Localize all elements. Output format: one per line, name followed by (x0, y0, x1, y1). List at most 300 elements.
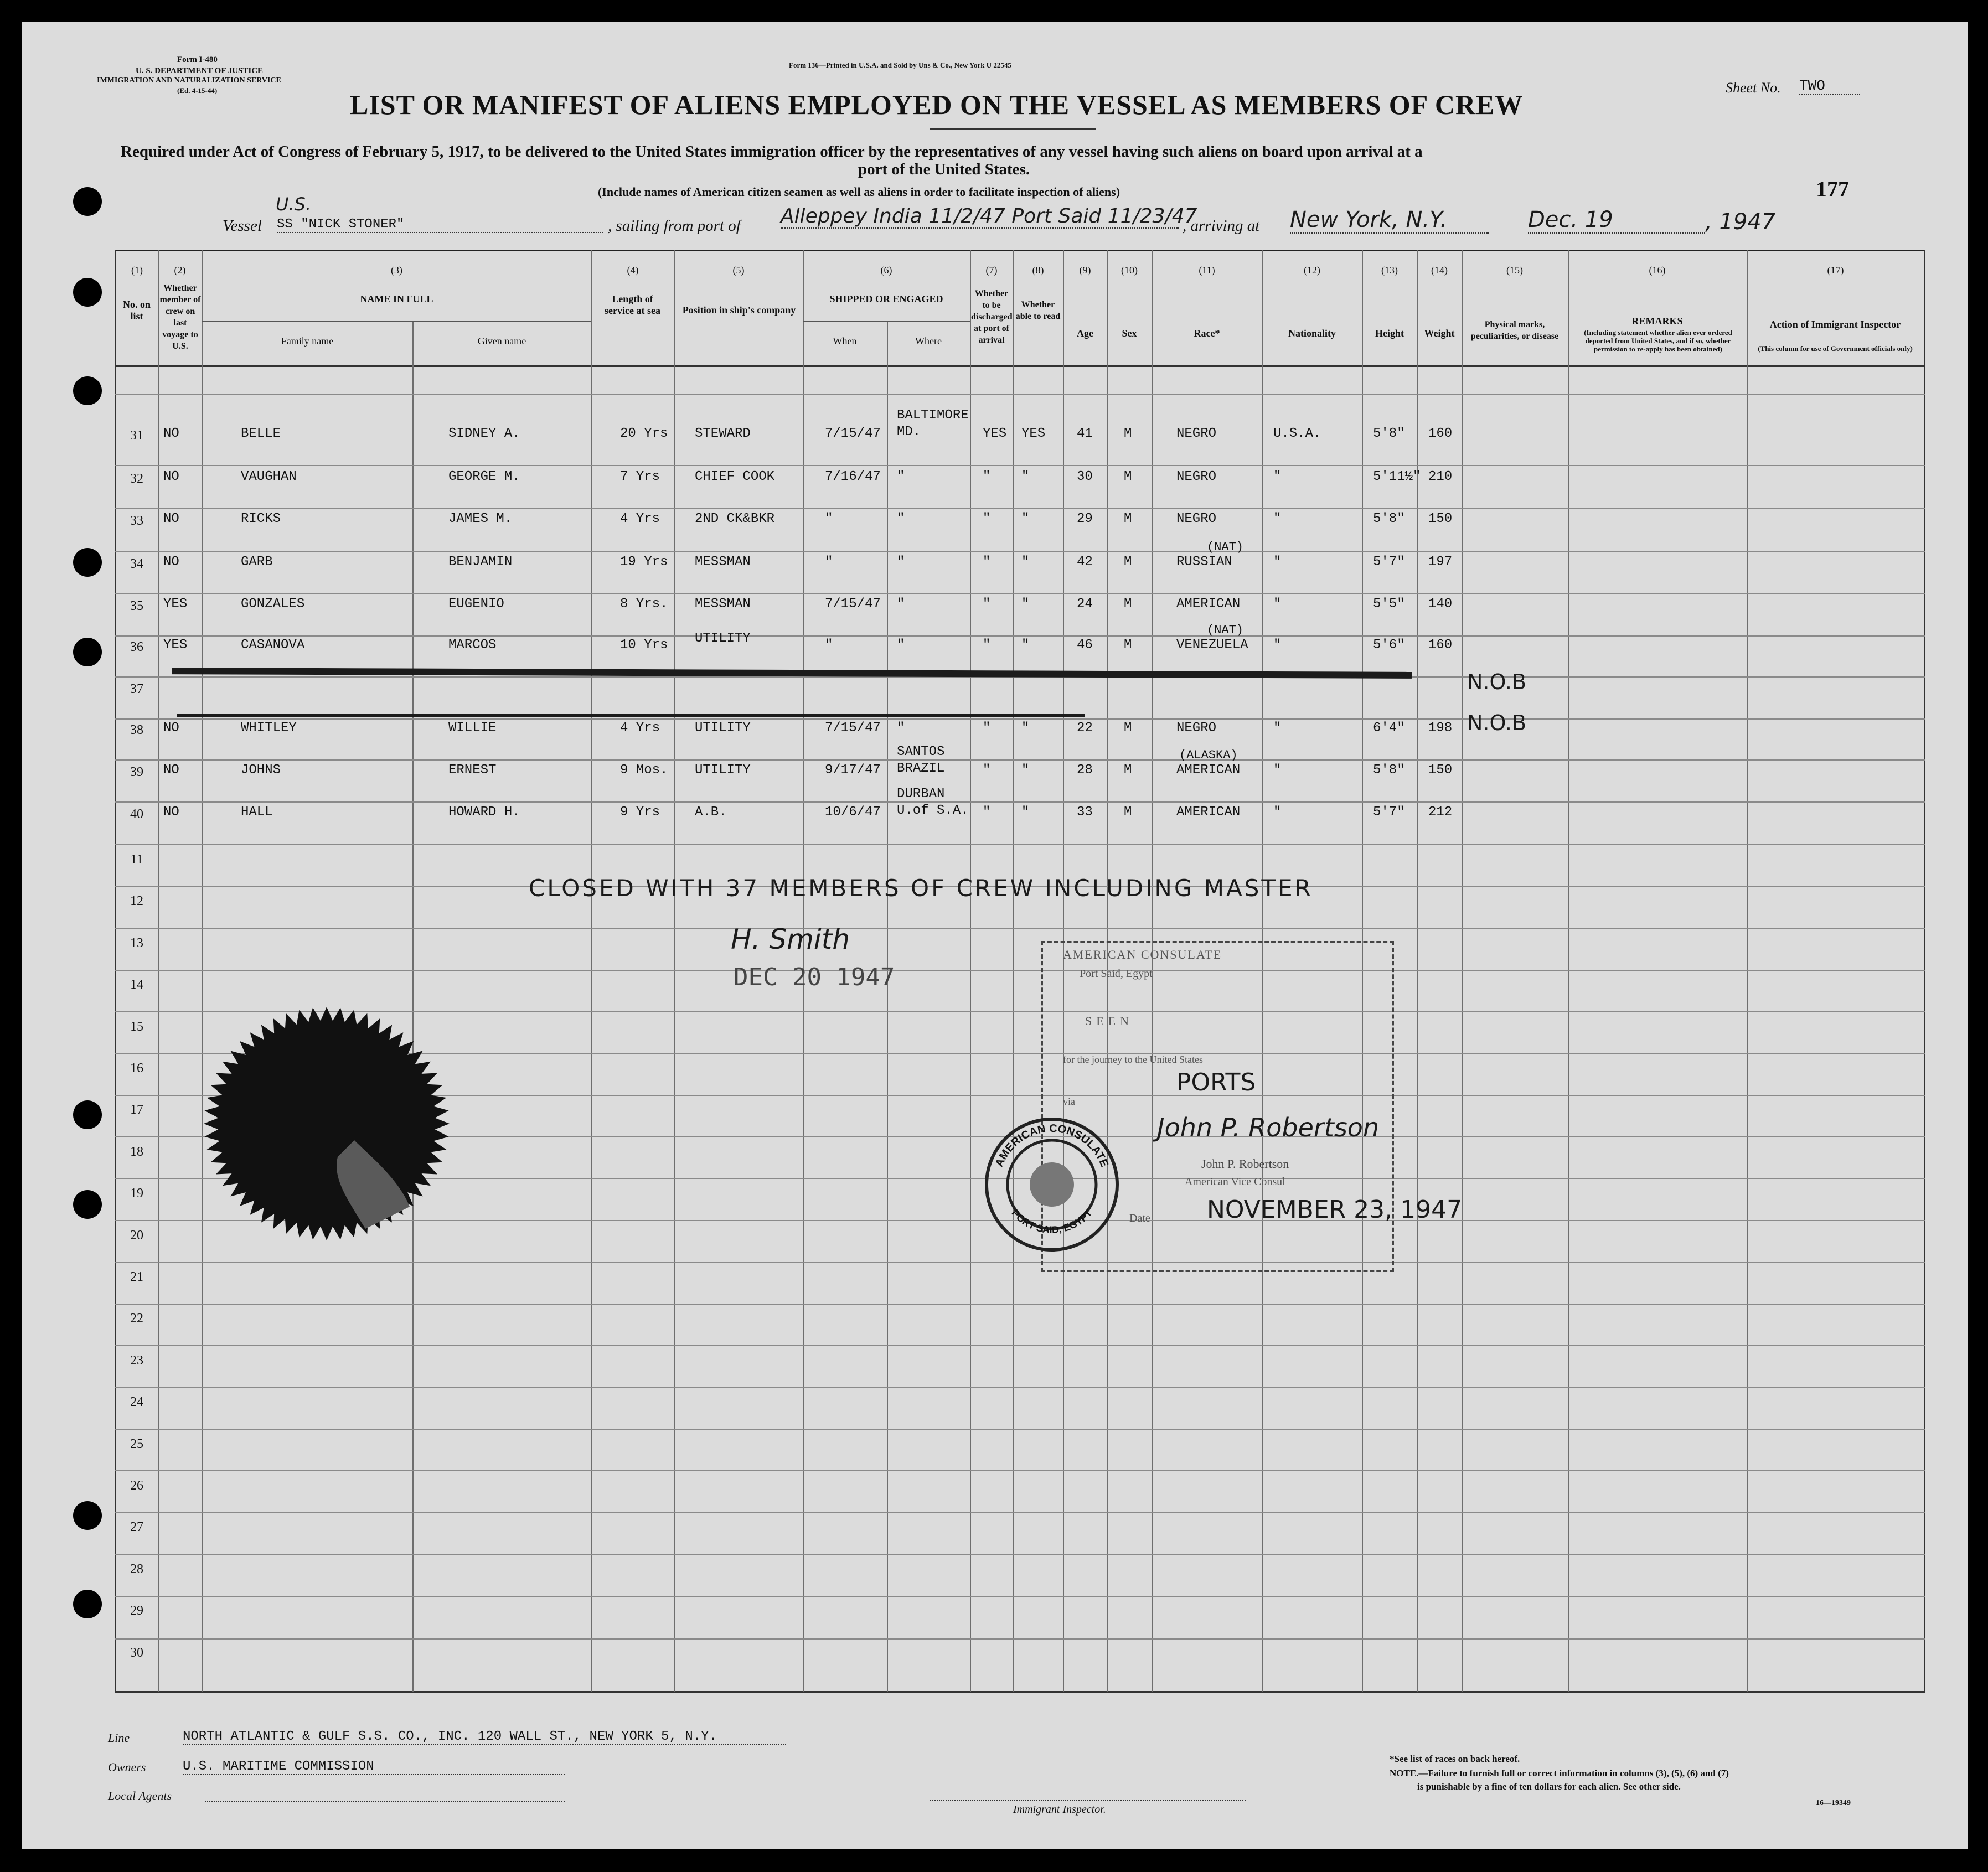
col-num: (3) (391, 265, 402, 276)
arriving-port: New York, N.Y. (1290, 207, 1489, 234)
row-weight: 160 (1428, 638, 1453, 653)
remarks-note: (Including statement whether alien ever ordered deported from United States, and if so, whether permission to re-apply has been obtained) (1584, 328, 1732, 353)
strike-row-38 (177, 714, 1085, 717)
blank-row-number: 23 (130, 1353, 143, 1368)
blank-row-number: 28 (130, 1562, 143, 1576)
row-family: HALL (241, 805, 273, 820)
svg-text:PORT SAID, EGYPT (1010, 1207, 1094, 1235)
footer-note-2: is punishable by a fine of ten dollars for each alien. See other side. (1417, 1781, 1681, 1792)
row-given: SIDNEY A. (448, 426, 520, 441)
row-where: SANTOS BRAZIL (897, 744, 945, 776)
row-num: 39 (130, 765, 143, 779)
blank-row-number: 15 (130, 1020, 143, 1034)
row-discharge: " (983, 763, 991, 778)
header-race: Race* (1194, 328, 1220, 339)
stamp-seen: SEEN (1085, 1014, 1133, 1028)
row-position: A.B. (695, 805, 727, 820)
row-given: HOWARD H. (448, 805, 520, 820)
header-length-service: Length of service at sea (605, 293, 660, 316)
footer-line-value: NORTH ATLANTIC & GULF S.S. CO., INC. 120 WALL ST., NEW YORK 5, N.Y. (183, 1729, 786, 1745)
col-divider (1747, 250, 1748, 1692)
row-height: 5'6" (1373, 638, 1405, 653)
header-able-read: Whether able to read (1015, 300, 1061, 321)
row-num: 33 (130, 514, 143, 528)
row-height: 5'8" (1373, 511, 1405, 526)
row-line (115, 928, 1925, 929)
blank-row-number: 27 (130, 1520, 143, 1534)
header-nationality: Nationality (1288, 328, 1336, 339)
row-read: " (1021, 805, 1030, 820)
row-nationality: " (1273, 805, 1282, 820)
row-weight: 140 (1428, 597, 1453, 612)
row-given: GEORGE M. (448, 469, 520, 484)
row-height: 5'7" (1373, 805, 1405, 820)
title-underline (930, 128, 1096, 130)
row-race: AMERICAN (1176, 763, 1241, 778)
row-service: 20 Yrs (620, 426, 668, 441)
footer-form-code: 16—19349 (1816, 1799, 1851, 1807)
row-position: MESSMAN (695, 597, 751, 612)
closed-note: CLOSED WITH 37 MEMBERS OF CREW INCLUDING MASTER (529, 875, 1313, 902)
row-nationality: " (1273, 597, 1282, 612)
col-num: (6) (880, 265, 892, 276)
header-age: Age (1077, 328, 1093, 339)
row-height: 5'8" (1373, 426, 1405, 441)
col-divider (887, 321, 888, 1692)
table-right-border (1924, 250, 1925, 1692)
row-family: BELLE (241, 426, 281, 441)
row-position: CHIEF COOK (695, 469, 775, 484)
row-race: RUSSIAN (1176, 555, 1232, 570)
arrival-date: Dec. 19 (1528, 207, 1705, 234)
blank-row-number: 26 (130, 1478, 143, 1493)
row-service: 4 Yrs (620, 511, 660, 526)
row-when: 9/17/47 (825, 763, 881, 778)
col-num: (17) (1827, 265, 1844, 276)
row-where: BALTIMORE MD. (897, 408, 969, 439)
table-left-border (115, 250, 116, 1692)
row-where: DURBAN U.of S.A. (897, 787, 969, 818)
col-num: (14) (1431, 265, 1448, 276)
row-weight: 210 (1428, 469, 1453, 484)
row-race-note: (NAT) (1207, 540, 1244, 554)
row-line (115, 1638, 1925, 1640)
row-position: STEWARD (695, 426, 751, 441)
blank-row-number: 11 (130, 852, 143, 867)
row-age: 22 (1077, 721, 1093, 736)
stamp-journey: for the journey to the United States (1063, 1054, 1203, 1065)
row-given: WILLIE (448, 721, 497, 736)
received-date-stamp: DEC 20 1947 (734, 963, 895, 991)
row-age: 30 (1077, 469, 1093, 484)
row-family: CASANOVA (241, 638, 305, 653)
col-divider (158, 250, 159, 1692)
row-prev: NO (163, 763, 179, 778)
row-given: JAMES M. (448, 511, 513, 526)
row-weight: 160 (1428, 426, 1453, 441)
manifest-sheet (22, 22, 1968, 1849)
arrival-year: , 1947 (1705, 209, 1776, 235)
blank-row-number: 25 (130, 1437, 143, 1451)
header-prev-voyage: Whether member of crew on last voyage to U.S. (159, 283, 201, 351)
row-age: 24 (1077, 597, 1093, 612)
row-discharge: " (983, 805, 991, 820)
row-when: " (825, 638, 833, 653)
punch-hole (73, 638, 102, 666)
row-line (115, 718, 1925, 720)
row-num: 34 (130, 557, 143, 571)
row-service: 9 Mos. (620, 763, 668, 778)
subheader-given-name: Given name (477, 335, 526, 347)
row-race: NEGRO (1176, 721, 1217, 736)
row-nationality: U.S.A. (1273, 426, 1321, 441)
row-position: UTILITY (695, 721, 751, 736)
row-line (115, 593, 1925, 594)
col-divider (970, 250, 971, 1692)
header-sex: Sex (1122, 328, 1137, 339)
row-weight: 212 (1428, 805, 1453, 820)
row-prev: NO (163, 469, 179, 484)
row-line (115, 1345, 1925, 1346)
vessel-label: Vessel (223, 217, 262, 235)
row-line (115, 635, 1925, 637)
col-num: (15) (1506, 265, 1523, 276)
row-num: 32 (130, 472, 143, 486)
row-read: " (1021, 597, 1030, 612)
punch-hole (73, 1590, 102, 1618)
row-age: 42 (1077, 555, 1093, 570)
header-bottom-border (115, 365, 1925, 367)
header-discharged: Whether to be discharged at port of arrival (971, 289, 1013, 345)
inspector-signature-line (930, 1800, 1246, 1801)
row-discharge: " (983, 597, 991, 612)
col-num: (7) (985, 265, 998, 276)
row-age: 33 (1077, 805, 1093, 820)
row-prev: NO (163, 721, 179, 736)
inspector-note: (This column for use of Government officials only) (1758, 344, 1913, 353)
row-line (115, 1304, 1925, 1305)
row-family: WHITLEY (241, 721, 297, 736)
row-read: " (1021, 638, 1030, 653)
col-divider (1013, 250, 1014, 1692)
row-when: 7/16/47 (825, 469, 881, 484)
col-num: (11) (1199, 265, 1215, 276)
row-height: 6'4" (1373, 721, 1405, 736)
required-line-2: port of the United States. (858, 161, 1030, 178)
service: IMMIGRATION AND NATURALIZATION SERVICE (97, 76, 281, 85)
col-num: (9) (1079, 265, 1091, 276)
row-discharge: " (983, 469, 991, 484)
header-shipped: SHIPPED OR ENGAGED (829, 293, 943, 304)
row-prev: NO (163, 426, 179, 441)
row-prev: NO (163, 511, 179, 526)
footer-agents-label: Local Agents (108, 1789, 172, 1803)
consul-date: NOVEMBER 23, 1947 (1207, 1196, 1463, 1224)
col-num: (4) (627, 265, 639, 276)
footer-race-note: *See list of races on back hereof. (1390, 1754, 1520, 1764)
row-weight: 197 (1428, 555, 1453, 570)
row-given: MARCOS (448, 638, 497, 653)
arriving-label: , arriving at (1183, 217, 1260, 235)
row-line (115, 1429, 1925, 1430)
row-line (115, 465, 1925, 466)
header-inspector: Action of Immigrant Inspector (1769, 319, 1901, 330)
row-height: 5'11½" (1373, 469, 1421, 484)
row-line (115, 394, 1925, 395)
row-line (115, 759, 1925, 761)
row-discharge: " (983, 555, 991, 570)
header-position: Position in ship's company (682, 304, 796, 316)
row-sex: M (1124, 638, 1132, 653)
seal-top-text: AMERICAN CONSULATE (993, 1122, 1111, 1169)
col-num: (10) (1121, 265, 1138, 276)
row-position: UTILITY (695, 763, 751, 778)
blank-row-number: 14 (130, 978, 143, 992)
row-height: 5'7" (1373, 555, 1405, 570)
row-family: VAUGHAN (241, 469, 297, 484)
row-family: GARB (241, 555, 273, 570)
row-line (115, 1387, 1925, 1388)
row-read: " (1021, 763, 1030, 778)
footer-owners-label: Owners (108, 1760, 146, 1774)
row-service: 8 Yrs. (620, 597, 668, 612)
row-race: AMERICAN (1176, 597, 1241, 612)
col-num: (12) (1304, 265, 1320, 276)
initials: H. Smith (731, 923, 850, 955)
row-num: 38 (130, 723, 143, 737)
include-note: (Include names of American citizen seamen as well as aliens in order to facilitate inspection of aliens) (598, 185, 1120, 199)
blank-row-number: 22 (130, 1311, 143, 1326)
row-weight: 150 (1428, 763, 1453, 778)
embossed-seal (188, 996, 498, 1256)
row-prev: YES (163, 597, 188, 612)
row-given: ERNEST (448, 763, 497, 778)
row-when: " (825, 511, 833, 526)
row-where: " (897, 721, 905, 736)
row-sex: M (1124, 597, 1132, 612)
punch-hole (73, 187, 102, 216)
col-divider (1462, 250, 1463, 1692)
row-sex: M (1124, 721, 1132, 736)
stamp-via: via (1063, 1096, 1075, 1107)
row-position: 2ND CK&BKR (695, 511, 775, 526)
vessel-name: SS "NICK STONER" (277, 217, 603, 233)
consul-signature: John P. Robertson (1157, 1113, 1380, 1142)
svg-text:AMERICAN CONSULATE (993, 1123, 1111, 1169)
header-physical-marks: Physical marks, peculiarities, or disease (1470, 320, 1559, 341)
header-no-on-list: No. on list (122, 299, 151, 322)
blank-row-number: 20 (130, 1228, 143, 1243)
blank-row-number: 30 (130, 1646, 143, 1660)
row-read: " (1021, 511, 1030, 526)
blank-row-number: 16 (130, 1061, 143, 1075)
row-given: BENJAMIN (448, 555, 513, 570)
header-name-in-full: NAME IN FULL (360, 293, 433, 304)
row-where: " (897, 555, 905, 570)
footer-owners-value: U.S. MARITIME COMMISSION (183, 1759, 565, 1775)
row-when: " (825, 555, 833, 570)
table-top-border (115, 250, 1925, 251)
row-prev: NO (163, 555, 179, 570)
row-read: " (1021, 555, 1030, 570)
vessel-prefix: U.S. (276, 194, 312, 215)
page-title: LIST OR MANIFEST OF ALIENS EMPLOYED ON THE VESSEL AS MEMBERS OF CREW (350, 89, 1524, 120)
seal-bottom-text: PORT SAID, EGYPT (1009, 1207, 1094, 1236)
row-when: 7/15/47 (825, 721, 881, 736)
col-num: (1) (131, 265, 143, 276)
row-service: 10 Yrs (620, 638, 668, 653)
subheader-family-name: Family name (281, 335, 334, 347)
table-bottom-border (115, 1691, 1925, 1693)
header-weight: Weight (1424, 328, 1455, 339)
punch-hole (73, 278, 102, 307)
page-number: 177 (1816, 177, 1849, 201)
footer-note-1: NOTE.—Failure to furnish full or correct information in columns (3), (5), (6) and (7) (1390, 1768, 1729, 1778)
col-num: (2) (174, 265, 186, 276)
blank-row-number: 24 (130, 1395, 143, 1409)
consul-title: American Vice Consul (1185, 1176, 1285, 1188)
sailing-label: , sailing from port of (608, 217, 741, 235)
footer-inspector-label: Immigrant Inspector. (1013, 1803, 1106, 1816)
row-where: " (897, 511, 905, 526)
row-age: 28 (1077, 763, 1093, 778)
row-sex: M (1124, 763, 1132, 778)
blank-row-number: 19 (130, 1186, 143, 1201)
row-discharge: " (983, 638, 991, 653)
row-num: 40 (130, 807, 143, 821)
row-read: " (1021, 469, 1030, 484)
row-height: 5'8" (1373, 763, 1405, 778)
sheet-label: Sheet No. (1726, 80, 1781, 96)
row-line (115, 801, 1925, 803)
col-divider (1417, 250, 1418, 1692)
row-race-note: (ALASKA) (1179, 748, 1238, 762)
row-race: NEGRO (1176, 426, 1217, 441)
row-weight: 198 (1428, 721, 1453, 736)
subheader-when: When (833, 335, 857, 347)
sailing-port: Alleppey India 11/2/47 Port Said 11/23/47 (781, 205, 1197, 227)
punch-hole (73, 548, 102, 577)
row-num: 35 (130, 599, 143, 613)
agency: U. S. DEPARTMENT OF JUSTICE (136, 66, 264, 75)
row-given: EUGENIO (448, 597, 504, 612)
blank-row-number: 13 (130, 936, 143, 950)
consul-typed-name: John P. Robertson (1201, 1157, 1289, 1171)
row-when: 7/15/47 (825, 597, 881, 612)
row-nationality: " (1273, 511, 1282, 526)
row-sex: M (1124, 426, 1132, 441)
row-service: 9 Yrs (620, 805, 660, 820)
row-annotation: N.O.B (1467, 670, 1527, 694)
row-age: 29 (1077, 511, 1093, 526)
header-height: Height (1375, 328, 1404, 339)
row-service: 19 Yrs (620, 555, 668, 570)
row-line (115, 1596, 1925, 1597)
row-family: RICKS (241, 511, 281, 526)
row-age: 41 (1077, 426, 1093, 441)
row-family: GONZALES (241, 597, 305, 612)
row-discharge: " (983, 721, 991, 736)
row-sex: M (1124, 555, 1132, 570)
row-race: NEGRO (1176, 511, 1217, 526)
punch-hole (73, 376, 102, 405)
blank-row-number: 29 (130, 1604, 143, 1618)
row-race: AMERICAN (1176, 805, 1241, 820)
row-line (115, 508, 1925, 509)
row-prev: YES (163, 638, 188, 653)
row-nationality: " (1273, 763, 1282, 778)
row-num: 31 (130, 428, 143, 443)
punch-hole (73, 1100, 102, 1129)
shipped-subheader-line (803, 321, 970, 322)
stamp-ports: PORTS (1176, 1068, 1256, 1097)
row-when: 10/6/47 (825, 805, 881, 820)
row-race: NEGRO (1176, 469, 1217, 484)
header-remarks: REMARKS (1631, 316, 1683, 327)
row-num: 36 (130, 640, 143, 654)
row-read: " (1021, 721, 1030, 736)
stamp-consulate: AMERICAN CONSULATE (1063, 948, 1222, 961)
row-nationality: " (1273, 555, 1282, 570)
footer-agents-line (205, 1801, 565, 1802)
stamp-date-label: Date (1129, 1212, 1150, 1224)
punch-hole (73, 1190, 102, 1219)
row-line (115, 1512, 1925, 1513)
col-num: (16) (1649, 265, 1666, 276)
col-num: (8) (1032, 265, 1044, 276)
row-nationality: " (1273, 721, 1282, 736)
edition: (Ed. 4-15-44) (177, 86, 218, 95)
col-num: (13) (1381, 265, 1398, 276)
punch-hole (73, 1501, 102, 1530)
row-num: 37 (130, 682, 143, 696)
col-num: (5) (732, 265, 745, 276)
printer-line: Form 136—Printed in U.S.A. and Sold by Uns & Co., New York U 22545 (789, 61, 1011, 69)
blank-row-number: 17 (130, 1103, 143, 1117)
required-line-1: Required under Act of Congress of February 5, 1917, to be delivered to the United States immigration officer by the representatives of any vessel having such aliens on board upon arrival at a (121, 143, 1423, 161)
row-sex: M (1124, 469, 1132, 484)
consular-round-seal (969, 1102, 1135, 1268)
row-discharge: YES (983, 426, 1007, 441)
stamp-port-said: Port Said, Egypt (1080, 968, 1153, 980)
row-weight: 150 (1428, 511, 1453, 526)
col-divider (591, 250, 592, 1692)
footer-line-label: Line (108, 1731, 130, 1745)
row-line (115, 1470, 1925, 1471)
row-service: 7 Yrs (620, 469, 660, 484)
row-where: " (897, 469, 905, 484)
row-line (115, 970, 1925, 971)
blank-row-number: 21 (130, 1270, 143, 1284)
row-sex: M (1124, 805, 1132, 820)
name-subheader-line (202, 321, 591, 322)
row-race: VENEZUELA (1176, 638, 1248, 653)
row-annotation: N.O.B (1467, 711, 1527, 735)
form-number: Form I-480 (177, 55, 218, 64)
blank-row-number: 12 (130, 894, 143, 908)
row-prev: NO (163, 805, 179, 820)
col-divider (1568, 250, 1569, 1692)
row-line (115, 1554, 1925, 1555)
row-sex: M (1124, 511, 1132, 526)
row-position: UTILITY (695, 631, 751, 646)
row-when: 7/15/47 (825, 426, 881, 441)
row-nationality: " (1273, 638, 1282, 653)
row-discharge: " (983, 511, 991, 526)
col-divider (674, 250, 675, 1692)
row-race-note: (NAT) (1207, 623, 1244, 637)
row-where: " (897, 597, 905, 612)
